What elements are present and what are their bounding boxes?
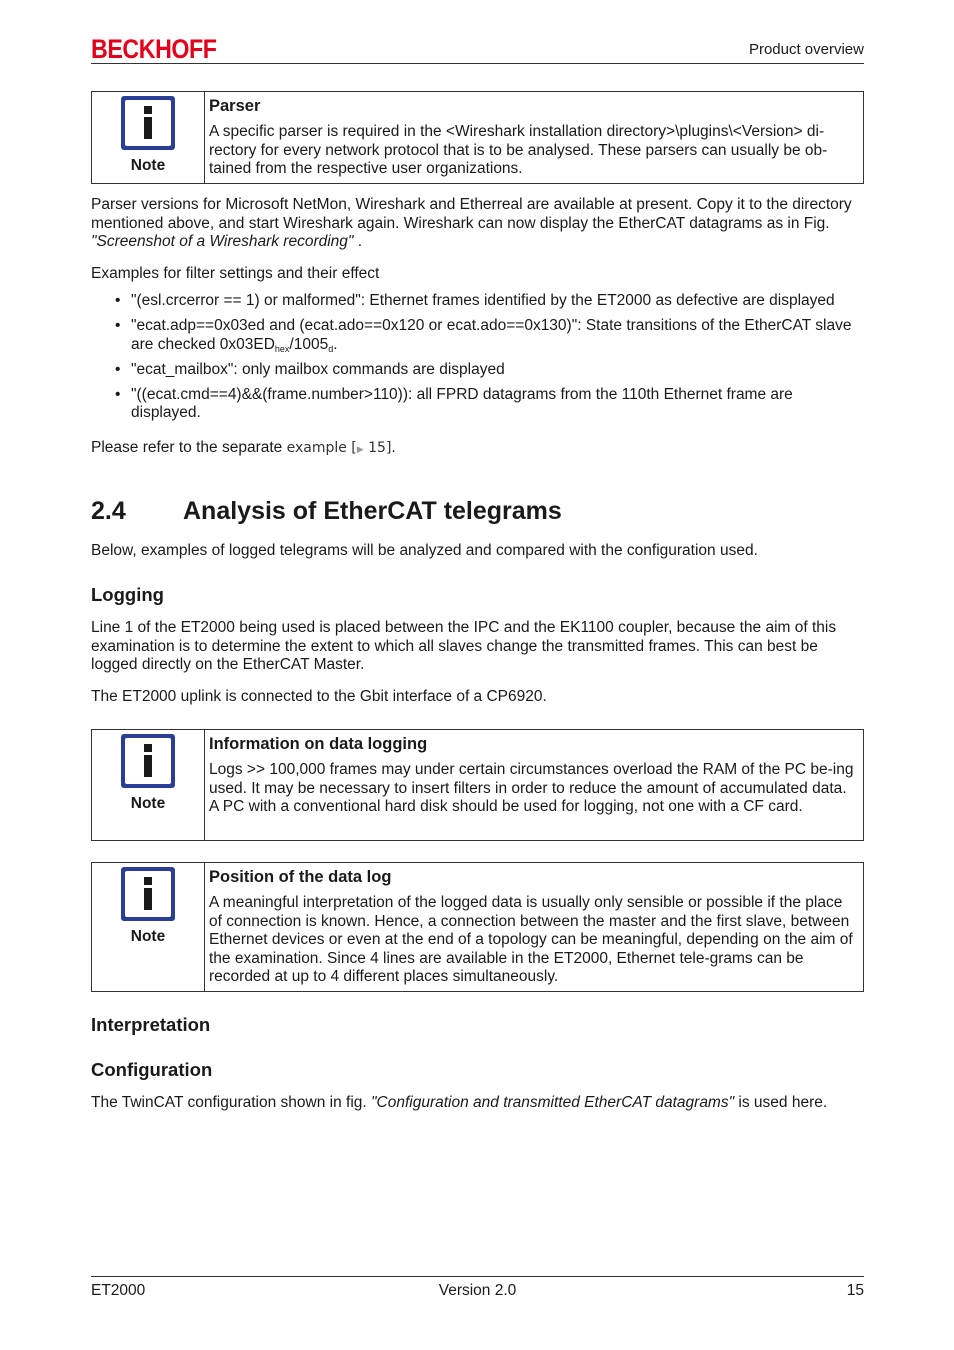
logging-heading: Logging xyxy=(91,584,164,605)
note-icon-cell xyxy=(92,92,205,183)
info-icon xyxy=(121,734,175,788)
footer-version: Version 2.0 xyxy=(438,1282,517,1299)
note-text: A specific parser is required in the <Wireshark installation directory>\plugins\<Version> di-rectory for every network protocol that is to be analysed. These parsers can usually be ob-tained from the respective user organizations. xyxy=(209,123,828,177)
note-text: Logs >> 100,000 frames may under certain circumstances overload the RAM of the PC be-ing used. It may be necessary to insert filters in order to reduce the amount of accumulated data. A PC with a conventional hard disk should be used for logging, not one with a CF card. xyxy=(209,761,854,815)
page-footer xyxy=(91,1276,864,1306)
logging-paragraph: Line 1 of the ET2000 being used is placed between the IPC and the EK1100 coupler, because the aim of this examination is to determine the extent to which all slaves change the transmitted frames. This can best be logged directly on the EtherCAT Master. xyxy=(91,619,837,673)
note-label: Note xyxy=(130,157,166,174)
footer-product: ET2000 xyxy=(91,1282,146,1299)
page-header xyxy=(91,36,864,64)
filter-examples-intro: Examples for filter settings and their effect xyxy=(91,265,380,282)
bullet-marker: • xyxy=(115,385,121,403)
note-title: Position of the data log xyxy=(209,868,392,886)
note-label: Note xyxy=(130,795,166,812)
note-body xyxy=(205,92,863,183)
note-body xyxy=(205,863,863,991)
example-link[interactable]: example [▶ 15] xyxy=(286,440,392,456)
list-item: • "ecat.adp==0x03ed and (ecat.ado==0x120 or ecat.ado==0x130)": State transitions of the EtherCAT slave are checked $0x03ED_{hex}/1005_d$. xyxy=(115,317,852,354)
refer-example-paragraph: Please refer to the separate example [▶ 15]. xyxy=(91,439,396,456)
info-icon xyxy=(121,867,175,921)
bullet-marker: • xyxy=(115,317,121,334)
beckhoff-logo: BECKHOFF xyxy=(91,34,217,64)
note-box-data-logging xyxy=(91,729,864,841)
info-icon xyxy=(121,96,175,150)
list-item: • "(esl.crcerror == 1) or malformed": Ethernet frames identified by the ET2000 as defective are displayed xyxy=(115,292,835,309)
section-title: Analysis of EtherCAT telegrams xyxy=(183,497,562,525)
configuration-paragraph: The TwinCAT configuration shown in fig. "Configuration and transmitted EtherCAT datagrams" is used here. xyxy=(91,1094,828,1111)
note-body xyxy=(205,730,863,840)
header-section-title: Product overview xyxy=(748,41,864,58)
note-title: Information on data logging xyxy=(209,735,428,753)
note-label: Note xyxy=(130,928,166,945)
note-box-parser xyxy=(91,91,864,184)
list-item: • "ecat_mailbox": only mailbox commands are displayed xyxy=(115,360,505,378)
note-text: A meaningful interpretation of the logged data is usually only sensible or possible if the place of connection is known. Hence, a connection between the master and the first slave, between Ethernet devices or even at the end of a topology can be meaningful, depending on the aim of the examination. Since 4 lines are available in the ET2000, Ethernet tele-grams can be recorded at up to 4 different places simultaneously. xyxy=(209,894,853,985)
figure-reference[interactable]: "Screenshot of a Wireshark recording" xyxy=(91,233,354,250)
note-title: Parser xyxy=(209,97,261,115)
bullet-marker: • xyxy=(115,360,121,378)
note-icon-cell xyxy=(92,863,205,991)
section-intro: Below, examples of logged telegrams will be analyzed and compared with the configuration used. xyxy=(91,542,758,559)
note-icon-cell xyxy=(92,730,205,840)
footer-page-number: 15 xyxy=(846,1282,864,1299)
list-item: • "((ecat.cmd==4)&&(frame.number>110)): all FPRD datagrams from the 110th Ethernet frame are displayed. xyxy=(115,385,793,421)
note-box-data-log-position xyxy=(91,862,864,992)
section-heading xyxy=(91,495,562,527)
section-number: 2.4 xyxy=(91,497,126,525)
page-arrow-icon: ▶ xyxy=(356,445,364,455)
parser-versions-paragraph: Parser versions for Microsoft NetMon, Wireshark and Etherreal are available at present. Copy it to the directory mentioned above, and start Wireshark again. Wireshark can now display the EtherCAT datagrams as in Fig. "Screenshot of a Wireshark recording" . xyxy=(91,196,852,250)
bullet-marker: • xyxy=(115,292,121,309)
filter-examples-list xyxy=(91,292,864,429)
configuration-heading: Configuration xyxy=(91,1059,213,1080)
figure-reference[interactable]: "Configuration and transmitted EtherCAT datagrams" xyxy=(371,1094,735,1111)
uplink-paragraph: The ET2000 uplink is connected to the Gbit interface of a CP6920. xyxy=(91,688,547,705)
interpretation-heading: Interpretation xyxy=(91,1014,211,1035)
